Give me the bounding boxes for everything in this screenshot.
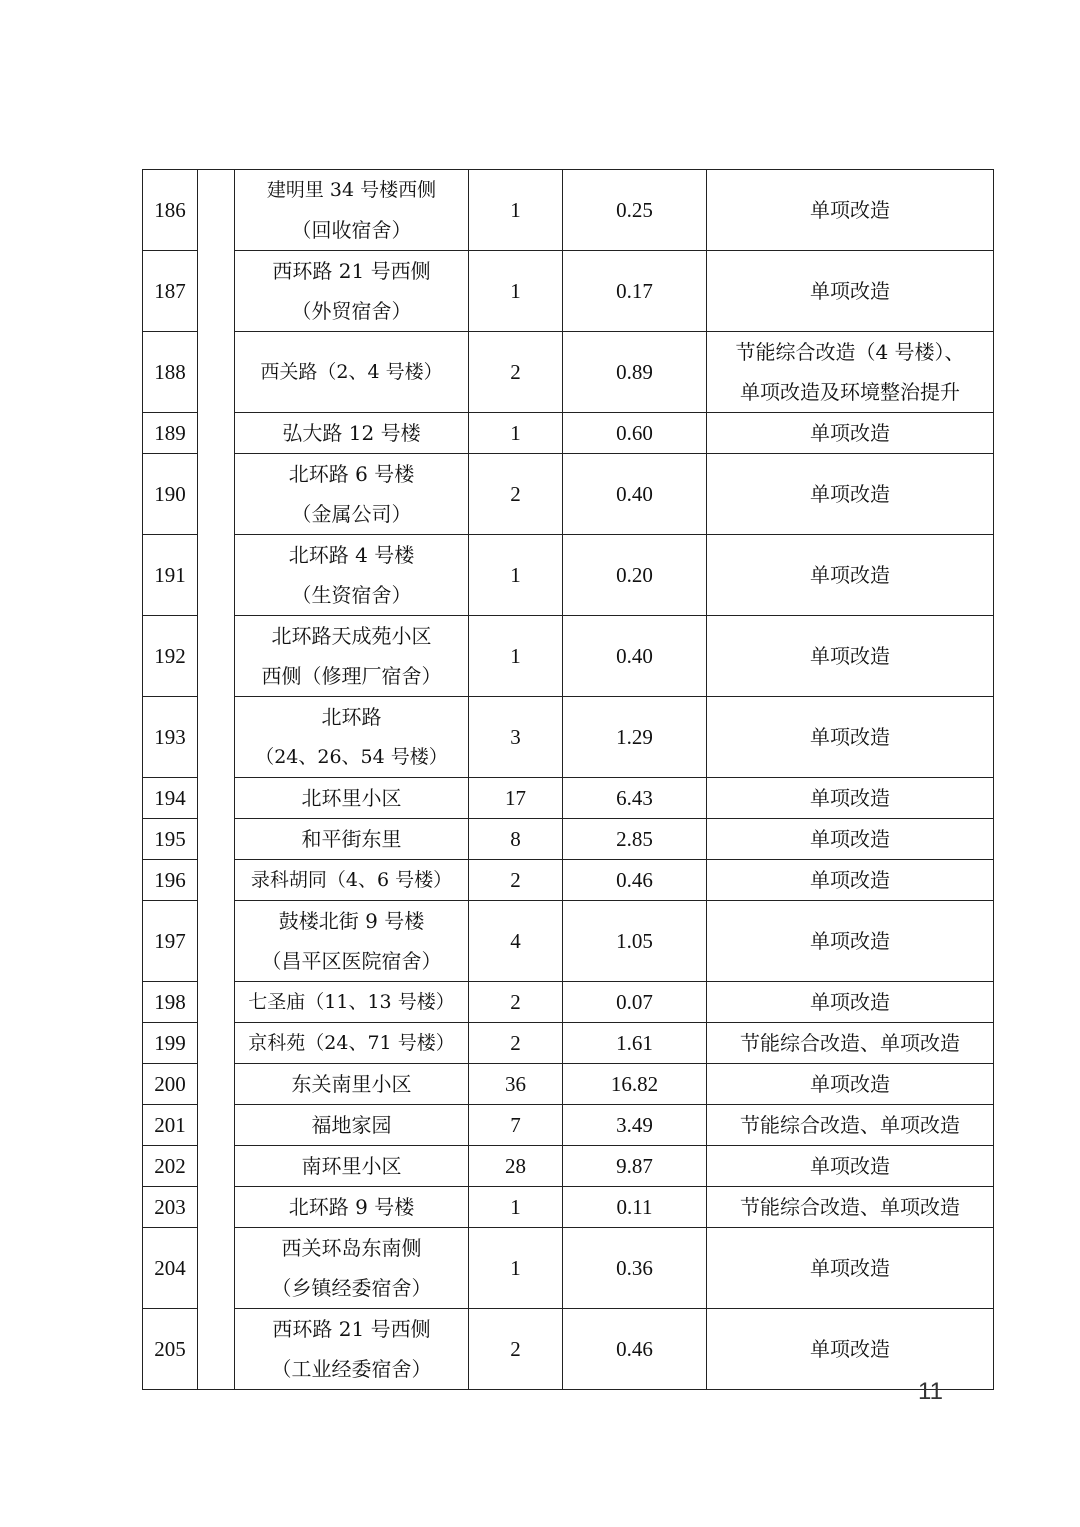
area-cell: 0.60 [563,413,707,454]
district-group-cell [198,1228,235,1309]
cell-line: 单项改造 [810,198,890,222]
renovation-type-cell [707,1146,994,1187]
district-group-cell [198,616,235,697]
cell-line: 西环路 21 号西侧 [272,259,431,283]
community-name-cell [235,1146,469,1187]
area-cell: 1.29 [563,697,707,778]
cell-line: 七圣庙（11、13 号楼） [248,991,455,1013]
building-count-cell: 1 [469,413,563,454]
row-number-cell: 195 [143,819,198,860]
district-group-cell [198,1064,235,1105]
cell-line: 节能综合改造、单项改造 [740,1031,960,1055]
cell-line: 和平街东里 [301,827,402,851]
cell-line: 北环路 4 号楼 [288,543,415,567]
row-number-cell: 188 [143,332,198,413]
area-cell: 9.87 [563,1146,707,1187]
renovation-type-cell [707,616,994,697]
cell-line: （昌平区医院宿舍） [261,949,442,973]
community-name-cell [235,170,469,251]
area-cell: 0.46 [563,860,707,901]
cell-line: 单项改造 [810,1337,890,1361]
district-group-cell [198,1146,235,1187]
community-name-cell [235,251,469,332]
table-row [143,778,994,819]
community-name-cell [235,1023,469,1064]
table-row [143,860,994,901]
district-group-cell [198,860,235,901]
building-count-cell: 17 [469,778,563,819]
community-name-cell [235,982,469,1023]
cell-line: 单项改造 [810,482,890,506]
cell-line: 单项改造 [810,421,890,445]
cell-line: 建明里 34 号楼西侧 [266,179,437,201]
renovation-type-cell [707,170,994,251]
area-cell: 0.40 [563,616,707,697]
building-count-cell: 2 [469,1023,563,1064]
row-number-cell: 201 [143,1105,198,1146]
table-row [143,251,994,332]
building-count-cell: 2 [469,982,563,1023]
community-name-cell [235,332,469,413]
cell-line: 西关环岛东南侧 [281,1236,422,1260]
district-group-cell [198,1105,235,1146]
cell-line: 单项改造 [810,644,890,668]
table-row [143,982,994,1023]
cell-line: 西环路 21 号西侧 [272,1317,431,1341]
cell-line: （生资宿舍） [291,583,412,607]
row-number-cell: 189 [143,413,198,454]
renovation-type-cell [707,454,994,535]
community-name-cell [235,1309,469,1390]
row-number-cell: 187 [143,251,198,332]
table-row [143,1146,994,1187]
area-cell: 0.07 [563,982,707,1023]
cell-line: （工业经委宿舍） [271,1357,432,1381]
district-group-cell [198,454,235,535]
table-row [143,1105,994,1146]
table-row [143,819,994,860]
area-cell: 0.20 [563,535,707,616]
cell-line: 录科胡同（4、6 号楼） [250,869,453,891]
renovation-type-cell [707,1228,994,1309]
cell-line: 单项改造 [810,563,890,587]
cell-line: 单项改造 [810,1072,890,1096]
cell-line: 鼓楼北街 9 号楼 [278,909,425,933]
building-count-cell: 1 [469,251,563,332]
table-row [143,170,994,251]
cell-line: （乡镇经委宿舍） [271,1276,432,1300]
building-count-cell: 1 [469,1187,563,1228]
area-cell: 2.85 [563,819,707,860]
building-count-cell: 2 [469,860,563,901]
table-row [143,332,994,413]
cell-line: 单项改造 [810,1256,890,1280]
area-cell: 6.43 [563,778,707,819]
community-name-cell [235,413,469,454]
row-number-cell: 204 [143,1228,198,1309]
district-group-cell [198,413,235,454]
area-cell: 0.11 [563,1187,707,1228]
renovation-type-cell [707,1187,994,1228]
building-count-cell: 8 [469,819,563,860]
community-name-cell [235,901,469,982]
community-name-cell [235,1228,469,1309]
building-count-cell: 4 [469,901,563,982]
cell-line: （24、26、54 号楼） [255,746,448,768]
cell-line: 单项改造及环境整治提升 [740,380,960,404]
table-row [143,1228,994,1309]
building-count-cell: 28 [469,1146,563,1187]
table-row [143,901,994,982]
cell-line: 单项改造 [810,827,890,851]
table-row [143,616,994,697]
cell-line: 东关南里小区 [291,1072,412,1096]
building-count-cell: 1 [469,535,563,616]
renovation-type-cell [707,332,994,413]
cell-line: 单项改造 [810,868,890,892]
cell-line: （回收宿舍） [291,218,412,242]
cell-line: 单项改造 [810,279,890,303]
renovation-type-cell [707,860,994,901]
area-cell: 0.46 [563,1309,707,1390]
row-number-cell: 186 [143,170,198,251]
table-row [143,1309,994,1390]
district-group-cell [198,778,235,819]
cell-line: 京科苑（24、71 号楼） [248,1032,455,1054]
community-name-cell [235,616,469,697]
cell-line: 弘大路 12 号楼 [282,421,421,445]
table-row [143,454,994,535]
district-group-cell [198,1023,235,1064]
row-number-cell: 205 [143,1309,198,1390]
renovation-type-cell [707,413,994,454]
cell-line: 南环里小区 [301,1154,402,1178]
cell-line: 单项改造 [810,990,890,1014]
renovation-type-cell [707,1309,994,1390]
district-group-cell [198,170,235,251]
renovation-type-cell [707,1023,994,1064]
building-count-cell: 36 [469,1064,563,1105]
district-group-cell [198,697,235,778]
cell-line: 福地家园 [311,1113,392,1137]
table-body [143,170,994,1390]
building-count-cell: 7 [469,1105,563,1146]
table-row [143,1023,994,1064]
district-group-cell [198,901,235,982]
building-count-cell: 1 [469,616,563,697]
renovation-type-cell [707,982,994,1023]
district-group-cell [198,535,235,616]
table-row [143,413,994,454]
row-number-cell: 203 [143,1187,198,1228]
row-number-cell: 190 [143,454,198,535]
district-group-cell [198,332,235,413]
cell-line: 西侧（修理厂宿舍） [261,664,442,688]
area-cell: 0.17 [563,251,707,332]
area-cell: 1.05 [563,901,707,982]
community-name-cell [235,778,469,819]
table-row [143,697,994,778]
renovation-type-cell [707,697,994,778]
row-number-cell: 200 [143,1064,198,1105]
cell-line: 北环里小区 [301,786,402,810]
renovation-type-cell [707,901,994,982]
community-name-cell [235,860,469,901]
community-name-cell [235,454,469,535]
building-count-cell: 3 [469,697,563,778]
area-cell: 16.82 [563,1064,707,1105]
cell-line: 单项改造 [810,786,890,810]
community-name-cell [235,1187,469,1228]
community-name-cell [235,535,469,616]
area-cell: 1.61 [563,1023,707,1064]
district-group-cell [198,819,235,860]
cell-line: 单项改造 [810,929,890,953]
renovation-type-cell [707,819,994,860]
cell-line: 节能综合改造、单项改造 [740,1195,960,1219]
cell-line: 节能综合改造、单项改造 [740,1113,960,1137]
renovation-type-cell [707,535,994,616]
building-count-cell: 1 [469,1228,563,1309]
row-number-cell: 198 [143,982,198,1023]
table-row [143,535,994,616]
area-cell: 0.25 [563,170,707,251]
renovation-type-cell [707,778,994,819]
cell-line: 单项改造 [810,1154,890,1178]
cell-line: （金属公司） [291,502,412,526]
page-number: 11 [918,1378,943,1405]
cell-line: 北环路天成苑小区 [271,624,432,648]
district-group-cell [198,1309,235,1390]
row-number-cell: 196 [143,860,198,901]
district-group-cell [198,982,235,1023]
row-number-cell: 199 [143,1023,198,1064]
building-count-cell: 2 [469,454,563,535]
cell-line: 北环路 [321,705,382,729]
community-name-cell [235,697,469,778]
renovation-type-cell [707,1105,994,1146]
renovation-type-cell [707,251,994,332]
table-row [143,1187,994,1228]
cell-line: 单项改造 [810,725,890,749]
district-group-cell [198,251,235,332]
area-cell: 3.49 [563,1105,707,1146]
cell-line: （外贸宿舍） [291,299,412,323]
row-number-cell: 202 [143,1146,198,1187]
community-renovation-table [142,169,994,1390]
cell-line: 节能综合改造（4 号楼）、 [735,340,965,364]
building-count-cell: 2 [469,332,563,413]
area-cell: 0.36 [563,1228,707,1309]
area-cell: 0.40 [563,454,707,535]
community-name-cell [235,1064,469,1105]
cell-line: 北环路 9 号楼 [288,1195,415,1219]
row-number-cell: 192 [143,616,198,697]
row-number-cell: 194 [143,778,198,819]
building-count-cell: 1 [469,170,563,251]
cell-line: 西关路（2、4 号楼） [260,361,443,383]
row-number-cell: 191 [143,535,198,616]
row-number-cell: 193 [143,697,198,778]
renovation-type-cell [707,1064,994,1105]
cell-line: 北环路 6 号楼 [288,462,415,486]
area-cell: 0.89 [563,332,707,413]
row-number-cell: 197 [143,901,198,982]
district-group-cell [198,1187,235,1228]
community-name-cell [235,819,469,860]
community-name-cell [235,1105,469,1146]
table-row [143,1064,994,1105]
building-count-cell: 2 [469,1309,563,1390]
